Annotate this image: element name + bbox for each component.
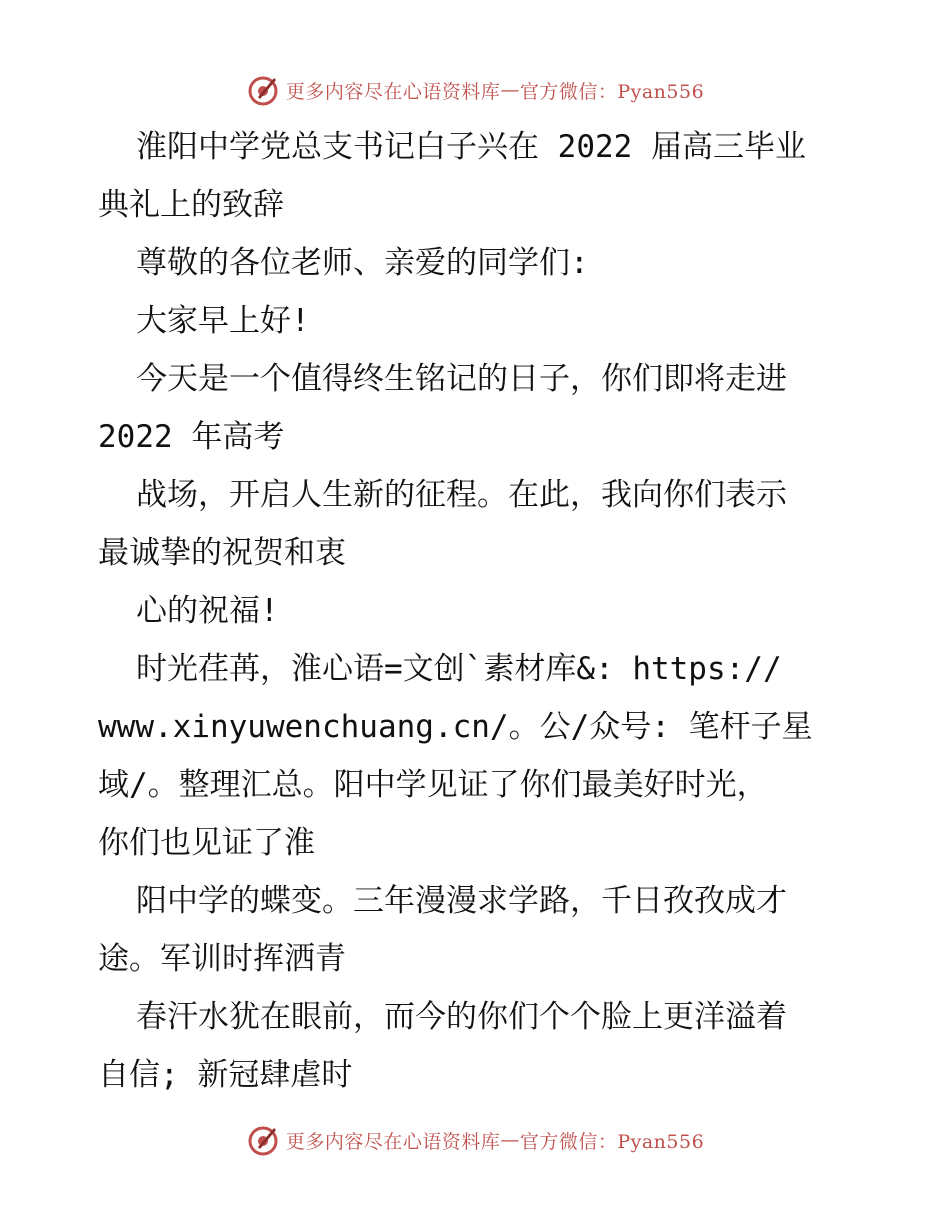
document-body bbox=[98, 118, 858, 1104]
text-line: 典礼上的致辞 bbox=[98, 187, 284, 223]
text-line: 域/。整理汇总。阳中学见证了你们最美好时光， bbox=[98, 767, 768, 803]
watermark-brand: 更多内容尽在心语资料库 bbox=[285, 1130, 501, 1153]
watermark-wechat: 官方微信：Pyan556 bbox=[519, 1130, 705, 1153]
text-line: 大家早上好! bbox=[136, 303, 310, 339]
text-line: 尊敬的各位老师、亲爱的同学们: bbox=[136, 245, 589, 281]
text-line: www.xinyuwenchuang.cn/。公/众号: 笔杆子星 bbox=[98, 709, 813, 745]
watermark-dash: — bbox=[500, 79, 520, 101]
text-line: 战场，开启人生新的征程。在此，我向你们表示 bbox=[136, 477, 787, 513]
text-line: 淮阳中学党总支书记白子兴在 2022 届高三毕业 bbox=[136, 129, 806, 165]
text-line: 自信; 新冠肆虐时 bbox=[98, 1057, 353, 1093]
watermark-dash: — bbox=[500, 1129, 520, 1151]
text-line: 阳中学的蝶变。三年漫漫求学路，千日孜孜成才 bbox=[136, 883, 787, 919]
footer-watermark bbox=[0, 1122, 950, 1158]
text-line: 时光荏苒，淮心语=文创`素材库&: https:// bbox=[136, 651, 782, 687]
quill-logo-icon bbox=[246, 73, 280, 107]
text-line: 心的祝福! bbox=[136, 593, 279, 629]
quill-logo-icon bbox=[246, 1123, 280, 1157]
text-line: 最诚挚的祝贺和衷 bbox=[98, 535, 346, 571]
watermark-wechat: 官方微信：Pyan556 bbox=[519, 80, 705, 103]
text-line: 2022 年高考 bbox=[98, 419, 285, 455]
text-line: 春汗水犹在眼前，而今的你们个个脸上更洋溢着 bbox=[136, 999, 787, 1035]
text-line: 途。军训时挥洒青 bbox=[98, 941, 346, 977]
watermark-brand: 更多内容尽在心语资料库 bbox=[285, 80, 501, 103]
text-line: 你们也见证了淮 bbox=[98, 825, 315, 861]
header-watermark bbox=[0, 72, 950, 108]
text-line: 今天是一个值得终生铭记的日子，你们即将走进 bbox=[136, 361, 787, 397]
